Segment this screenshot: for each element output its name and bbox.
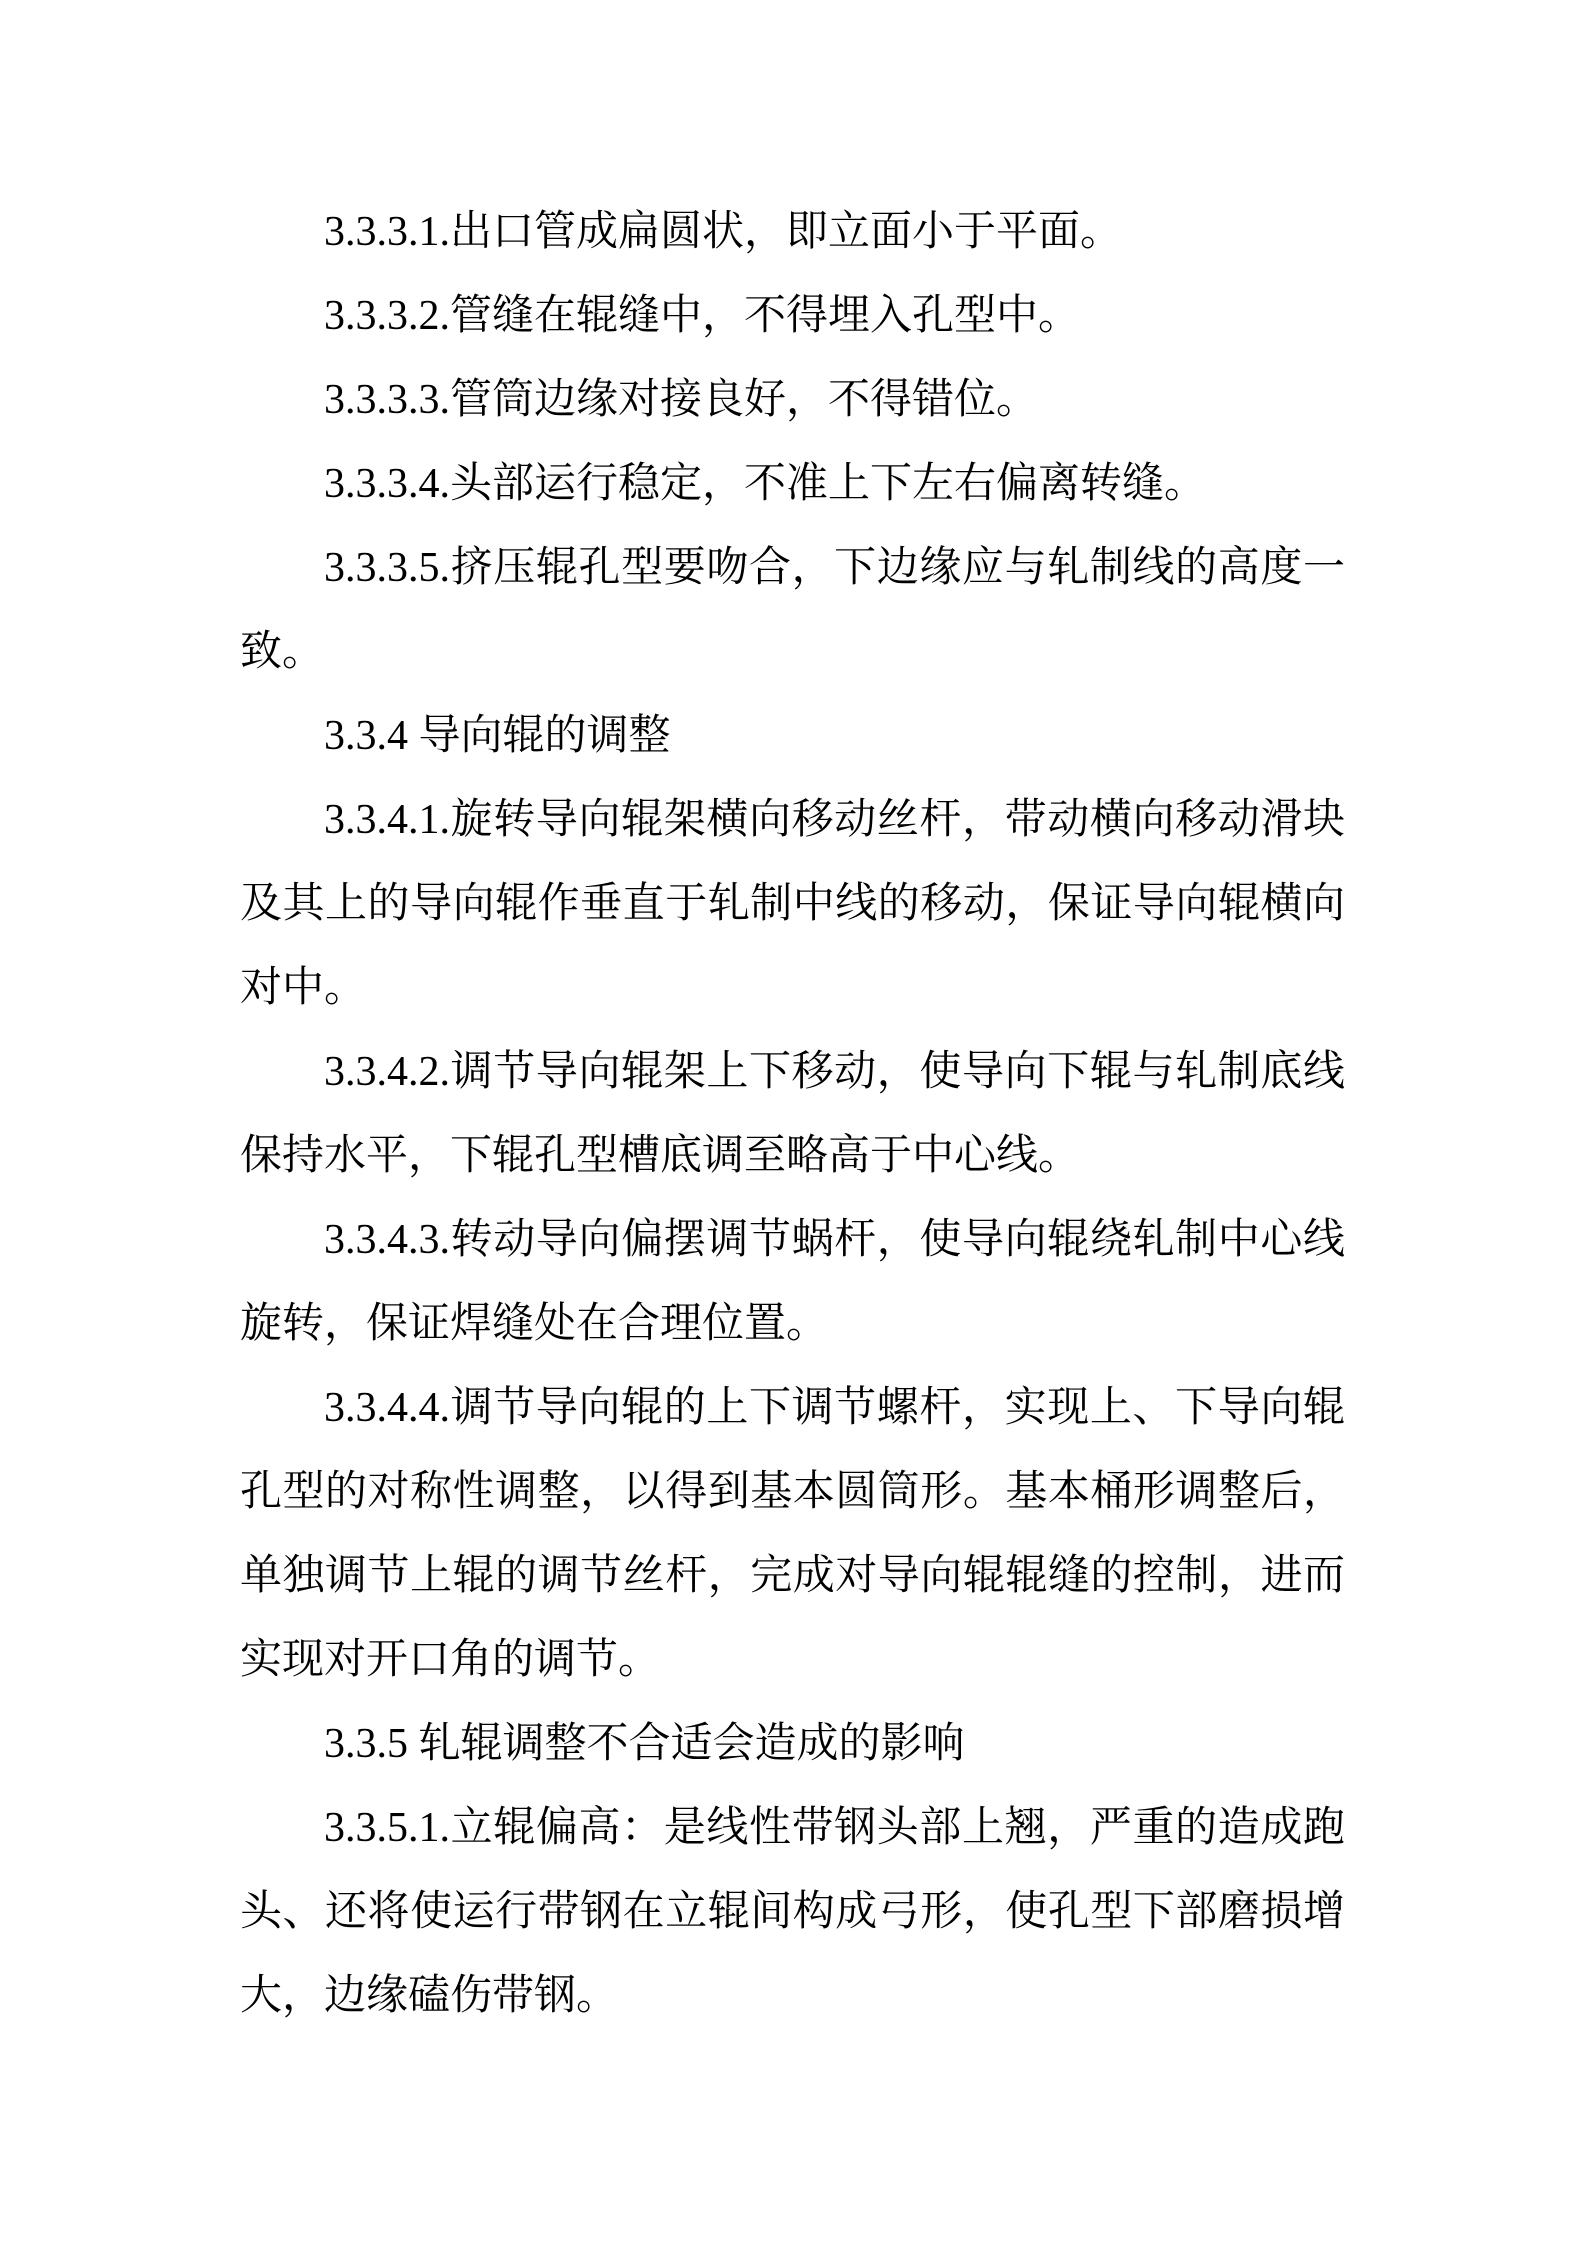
paragraph-3-3-4-2: 3.3.4.2.调节导向辊架上下移动，使导向下辊与轧制底线保持水平，下辊孔型槽底调至略高于中心线。 bbox=[240, 1049, 1345, 1179]
paragraph-3-3-3-1: 3.3.3.1.出口管成扁圆状，即立面小于平面。 bbox=[324, 209, 1123, 255]
document-text-block bbox=[240, 190, 1345, 2038]
heading-3-3-4: 3.3.4 导向辊的调整 bbox=[324, 713, 671, 759]
paragraph-3-3-3-2: 3.3.3.2.管缝在辊缝中，不得埋入孔型中。 bbox=[324, 293, 1081, 339]
paragraph-3-3-3-4: 3.3.3.4.头部运行稳定，不准上下左右偏离转缝。 bbox=[324, 461, 1207, 507]
heading-3-3-5: 3.3.5 轧辊调整不合适会造成的影响 bbox=[324, 1721, 965, 1767]
paragraph-3-3-4-3: 3.3.4.3.转动导向偏摆调节蜗杆，使导向辊绕轧制中心线旋转，保证焊缝处在合理位置。 bbox=[240, 1217, 1345, 1347]
paragraph-3-3-5-1: 3.3.5.1.立辊偏高：是线性带钢头部上翘，严重的造成跑头、还将使运行带钢在立辊间构成弓形，使孔型下部磨损增大，边缘磕伤带钢。 bbox=[240, 1805, 1345, 2019]
paragraph-3-3-3-3: 3.3.3.3.管筒边缘对接良好，不得错位。 bbox=[324, 377, 1039, 423]
paragraph-3-3-4-1: 3.3.4.1.旋转导向辊架横向移动丝杆，带动横向移动滑块及其上的导向辊作垂直于轧制中线的移动，保证导向辊横向对中。 bbox=[240, 797, 1345, 1011]
paragraph-3-3-3-5: 3.3.3.5.挤压辊孔型要吻合，下边缘应与轧制线的高度一致。 bbox=[240, 545, 1345, 675]
paragraph-3-3-4-4: 3.3.4.4.调节导向辊的上下调节螺杆，实现上、下导向辊孔型的对称性调整，以得到基本圆筒形。基本桶形调整后，单独调节上辊的调节丝杆，完成对导向辊辊缝的控制，进而实现对开口角的调节。 bbox=[240, 1385, 1345, 1683]
